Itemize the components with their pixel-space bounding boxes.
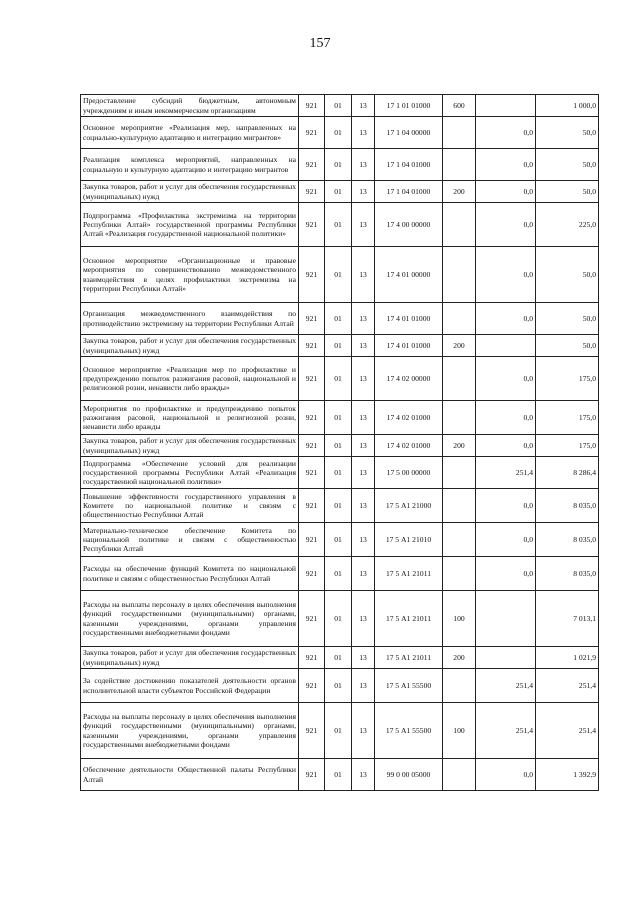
amount-change-cell [476,95,536,117]
row-name-cell: За содействие достижению показателей деятельности органов исполнительной власти субъектов Российской Федерации [81,669,299,703]
amount-change-cell [476,591,536,647]
row-name-cell: Мероприятия по профилактике и предупреждению попыток разжигания расовой, национальной и религиозной розни, ненависти либо вражды [81,401,299,435]
grbs-cell: 921 [299,591,325,647]
grbs-cell: 921 [299,401,325,435]
amount-change-cell: 0,0 [476,303,536,335]
table-row [81,457,599,489]
row-name-cell: Основное мероприятие «Организационные и правовые мероприятия по совершенствованию межведомственного взаимодействия в целях профилактики экстремизма на территории Республики Алтай» [81,247,299,303]
expense-type-cell [443,759,476,791]
subsection-cell: 13 [352,247,375,303]
amount-change-cell: 251,4 [476,703,536,759]
table-row [81,557,599,591]
amount-total-cell: 175,0 [536,357,599,401]
target-article-cell: 17 1 04 01000 [375,181,443,203]
amount-change-cell: 0,0 [476,117,536,149]
subsection-cell: 13 [352,457,375,489]
target-article-cell: 17 5 А1 21010 [375,523,443,557]
target-article-cell: 17 4 02 00000 [375,357,443,401]
section-cell: 01 [325,335,352,357]
row-name-cell: Закупка товаров, работ и услуг для обеспечения государственных (муниципальных) нужд [81,335,299,357]
section-cell: 01 [325,647,352,669]
subsection-cell: 13 [352,669,375,703]
amount-total-cell: 1 392,9 [536,759,599,791]
subsection-cell: 13 [352,591,375,647]
page-number: 157 [309,36,331,51]
amount-total-cell: 50,0 [536,149,599,181]
amount-total-cell: 251,4 [536,669,599,703]
grbs-cell: 921 [299,357,325,401]
target-article-cell: 17 4 01 01000 [375,335,443,357]
amount-total-cell: 1 000,0 [536,95,599,117]
expense-type-cell: 100 [443,703,476,759]
target-article-cell: 17 5 А1 21000 [375,489,443,523]
grbs-cell: 921 [299,759,325,791]
amount-change-cell: 0,0 [476,489,536,523]
target-article-cell: 99 0 00 05000 [375,759,443,791]
section-cell: 01 [325,591,352,647]
subsection-cell: 13 [352,523,375,557]
amount-total-cell: 175,0 [536,401,599,435]
target-article-cell: 17 1 01 01000 [375,95,443,117]
target-article-cell: 17 4 01 00000 [375,247,443,303]
section-cell: 01 [325,703,352,759]
amount-total-cell: 225,0 [536,203,599,247]
subsection-cell: 13 [352,117,375,149]
grbs-cell: 921 [299,181,325,203]
row-name-cell: Закупка товаров, работ и услуг для обеспечения государственных (муниципальных) нужд [81,435,299,457]
amount-change-cell: 0,0 [476,203,536,247]
amount-change-cell: 0,0 [476,149,536,181]
expense-type-cell: 200 [443,335,476,357]
amount-change-cell: 0,0 [476,557,536,591]
table-row [81,149,599,181]
grbs-cell: 921 [299,303,325,335]
row-name-cell: Расходы на обеспечение функций Комитета по национальной политике и связям с общественностью Республики Алтай [81,557,299,591]
section-cell: 01 [325,303,352,335]
amount-change-cell: 0,0 [476,247,536,303]
amount-change-cell: 0,0 [476,435,536,457]
target-article-cell: 17 4 02 01000 [375,435,443,457]
row-name-cell: Расходы на выплаты персоналу в целях обеспечения выполнения функций государственными (муниципальными) органами, казенными учреждениями, органами управления государственными внебюджетными фондами [81,703,299,759]
expense-type-cell [443,149,476,181]
target-article-cell: 17 5 А1 21011 [375,647,443,669]
grbs-cell: 921 [299,457,325,489]
target-article-cell: 17 5 А1 55500 [375,669,443,703]
expense-type-cell: 600 [443,95,476,117]
amount-total-cell: 50,0 [536,117,599,149]
target-article-cell: 17 4 00 00000 [375,203,443,247]
row-name-cell: Повышение эффективности государственного управления в Комитете по национальной политике и связям с общественностью Республики Алтай [81,489,299,523]
row-name-cell: Закупка товаров, работ и услуг для обеспечения государственных (муниципальных) нужд [81,647,299,669]
table-row [81,117,599,149]
amount-change-cell [476,335,536,357]
amount-total-cell: 175,0 [536,435,599,457]
section-cell: 01 [325,149,352,181]
subsection-cell: 13 [352,357,375,401]
section-cell: 01 [325,401,352,435]
amount-total-cell: 50,0 [536,335,599,357]
target-article-cell: 17 1 04 01000 [375,149,443,181]
table-row [81,95,599,117]
grbs-cell: 921 [299,647,325,669]
amount-total-cell: 7 013,1 [536,591,599,647]
section-cell: 01 [325,117,352,149]
grbs-cell: 921 [299,117,325,149]
subsection-cell: 13 [352,647,375,669]
section-cell: 01 [325,457,352,489]
grbs-cell: 921 [299,703,325,759]
amount-total-cell: 8 035,0 [536,523,599,557]
section-cell: 01 [325,247,352,303]
section-cell: 01 [325,669,352,703]
section-cell: 01 [325,759,352,791]
subsection-cell: 13 [352,435,375,457]
subsection-cell: 13 [352,703,375,759]
target-article-cell: 17 4 02 01000 [375,401,443,435]
expense-type-cell: 200 [443,435,476,457]
table-row [81,523,599,557]
amount-change-cell: 251,4 [476,669,536,703]
subsection-cell: 13 [352,181,375,203]
table-row [81,759,599,791]
amount-total-cell: 1 021,9 [536,647,599,669]
row-name-cell: Подпрограмма «Обеспечение условий для реализации государственной программы Республики Алтай «Реализация государственной национальной политики» [81,457,299,489]
grbs-cell: 921 [299,669,325,703]
amount-change-cell: 0,0 [476,401,536,435]
section-cell: 01 [325,489,352,523]
subsection-cell: 13 [352,335,375,357]
section-cell: 01 [325,181,352,203]
target-article-cell: 17 5 А1 21011 [375,591,443,647]
table-row [81,647,599,669]
target-article-cell: 17 5 А1 55500 [375,703,443,759]
expense-type-cell [443,457,476,489]
table-row [81,247,599,303]
grbs-cell: 921 [299,435,325,457]
table-row [81,489,599,523]
expense-type-cell [443,117,476,149]
section-cell: 01 [325,557,352,591]
target-article-cell: 17 5 00 00000 [375,457,443,489]
section-cell: 01 [325,435,352,457]
row-name-cell: Обеспечение деятельности Общественной палаты Республики Алтай [81,759,299,791]
subsection-cell: 13 [352,303,375,335]
table-row [81,357,599,401]
amount-total-cell: 50,0 [536,181,599,203]
subsection-cell: 13 [352,489,375,523]
amount-change-cell: 0,0 [476,181,536,203]
grbs-cell: 921 [299,489,325,523]
subsection-cell: 13 [352,149,375,181]
amount-total-cell: 50,0 [536,247,599,303]
subsection-cell: 13 [352,401,375,435]
row-name-cell: Предоставление субсидий бюджетным, автономным учреждениям и иным некоммерческим организациям [81,95,299,117]
table-body [81,95,599,791]
subsection-cell: 13 [352,759,375,791]
table-row [81,181,599,203]
expense-type-cell [443,669,476,703]
section-cell: 01 [325,95,352,117]
grbs-cell: 921 [299,523,325,557]
grbs-cell: 921 [299,335,325,357]
subsection-cell: 13 [352,203,375,247]
section-cell: 01 [325,523,352,557]
expense-type-cell [443,357,476,401]
row-name-cell: Подпрограмма «Профилактика экстремизма на территории Республики Алтай» государственной программы Республики Алтай «Реализация государственной национальной политики» [81,203,299,247]
grbs-cell: 921 [299,95,325,117]
table-row [81,669,599,703]
table-row [81,435,599,457]
section-cell: 01 [325,357,352,401]
expense-type-cell: 200 [443,647,476,669]
subsection-cell: 13 [352,95,375,117]
expense-type-cell [443,523,476,557]
expense-type-cell [443,557,476,591]
grbs-cell: 921 [299,203,325,247]
grbs-cell: 921 [299,247,325,303]
row-name-cell: Расходы на выплаты персоналу в целях обеспечения выполнения функций государственными (муниципальными) органами, казенными учреждениями, органами управления государственными внебюджетными фондами [81,591,299,647]
section-cell: 01 [325,203,352,247]
expense-type-cell: 100 [443,591,476,647]
row-name-cell: Основное мероприятие «Реализация мер по профилактике и предупреждению попыток разжигания расовой, национальной и религиозной розни, ненависти либо вражды» [81,357,299,401]
amount-total-cell: 50,0 [536,303,599,335]
amount-total-cell: 8 035,0 [536,557,599,591]
target-article-cell: 17 5 А1 21011 [375,557,443,591]
row-name-cell: Организация межведомственного взаимодействия по противодействию экстремизму на территории Республики Алтай [81,303,299,335]
row-name-cell: Основное мероприятие «Реализация мер, направленных на социально-культурную адаптацию и интеграцию мигрантов» [81,117,299,149]
table-row [81,703,599,759]
table-row [81,335,599,357]
amount-change-cell: 0,0 [476,523,536,557]
amount-change-cell: 0,0 [476,357,536,401]
amount-total-cell: 251,4 [536,703,599,759]
expense-type-cell: 200 [443,181,476,203]
grbs-cell: 921 [299,557,325,591]
target-article-cell: 17 4 01 01000 [375,303,443,335]
expense-type-cell [443,303,476,335]
table-row [81,591,599,647]
grbs-cell: 921 [299,149,325,181]
budget-table [80,94,599,791]
table-row [81,303,599,335]
amount-change-cell: 0,0 [476,759,536,791]
target-article-cell: 17 1 04 00000 [375,117,443,149]
amount-total-cell: 8 286,4 [536,457,599,489]
amount-total-cell: 8 035,0 [536,489,599,523]
row-name-cell: Закупка товаров, работ и услуг для обеспечения государственных (муниципальных) нужд [81,181,299,203]
subsection-cell: 13 [352,557,375,591]
expense-type-cell [443,401,476,435]
expense-type-cell [443,247,476,303]
expense-type-cell [443,203,476,247]
row-name-cell: Реализация комплекса мероприятий, направленных на социальную и культурную адаптацию и интеграцию мигрантов [81,149,299,181]
amount-change-cell [476,647,536,669]
row-name-cell: Материально-техническое обеспечение Комитета по национальной политике и связям с общественностью Республики Алтай [81,523,299,557]
amount-change-cell: 251,4 [476,457,536,489]
expense-type-cell [443,489,476,523]
table-row [81,401,599,435]
table-row [81,203,599,247]
